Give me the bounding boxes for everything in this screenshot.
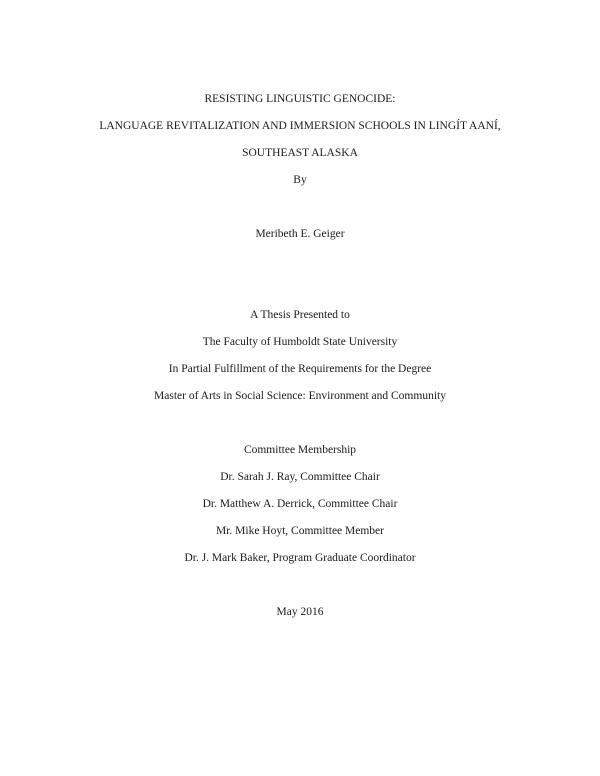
by-label: By	[293, 174, 307, 186]
submission-date: May 2016	[276, 606, 324, 618]
presentation-line-2: The Faculty of Humboldt State University	[202, 336, 398, 348]
presentation-line-3: In Partial Fulfillment of the Requirements for the Degree	[168, 363, 432, 375]
title-line-3: SOUTHEAST ALASKA	[242, 147, 358, 159]
committee-heading: Committee Membership	[243, 444, 357, 456]
title-line-2: LANGUAGE REVITALIZATION AND IMMERSION SCHOOLS IN LINGÍT AANÍ,	[99, 120, 501, 132]
author-name: Meribeth E. Geiger	[255, 228, 345, 240]
committee-member: Mr. Mike Hoyt, Committee Member	[215, 525, 384, 537]
committee-member: Dr. Matthew A. Derrick, Committee Chair	[202, 498, 398, 510]
degree-line: Master of Arts in Social Science: Environment and Community	[154, 390, 446, 402]
committee-member: Dr. J. Mark Baker, Program Graduate Coordinator	[184, 552, 416, 564]
committee-member: Dr. Sarah J. Ray, Committee Chair	[220, 471, 380, 483]
presentation-line-1: A Thesis Presented to	[250, 309, 350, 321]
title-line-1: RESISTING LINGUISTIC GENOCIDE:	[204, 93, 396, 105]
